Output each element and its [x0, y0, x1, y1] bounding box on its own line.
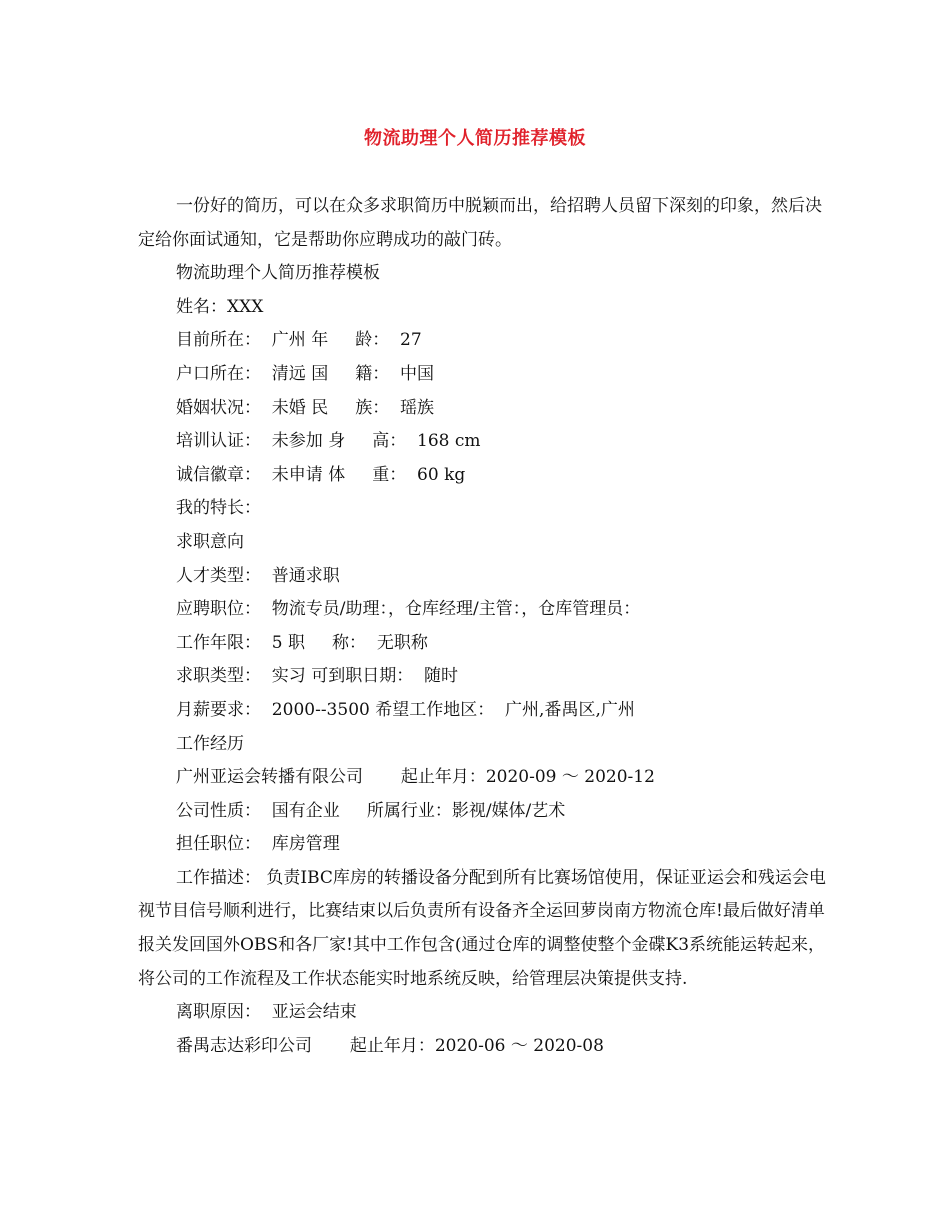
specialty-line: 我的特长：	[176, 498, 261, 519]
hukou-nationality-line: 户口所在： 清远 国 籍： 中国	[176, 363, 435, 384]
company-2-line: 番禺志达彩印公司 起止年月：2020-06 ～ 2020-08	[176, 1035, 604, 1056]
document-title: 物流助理个人简历推荐模板	[364, 128, 586, 149]
applied-position-line: 应聘职位： 物流专员/助理：，仓库经理/主管：，仓库管理员：	[176, 599, 641, 620]
name-line: 姓名：XXX	[176, 296, 264, 317]
work-experience-heading: 工作经历	[176, 733, 244, 754]
training-height-line: 培训认证： 未参加 身 高： 168 cm	[176, 431, 481, 452]
location-age-line: 目前所在： 广州 年 龄： 27	[176, 330, 422, 351]
salary-region-line: 月薪要求： 2000--3500 希望工作地区： 广州,番禺区,广州	[176, 699, 635, 720]
document-body	[138, 190, 828, 1063]
job-intention-heading: 求职意向	[176, 531, 244, 552]
badge-weight-line: 诚信徽章： 未申请 体 重： 60 kg	[176, 464, 466, 485]
work-description-paragraph: 工作描述： 负责IBC库房的转播设备分配到所有比赛场馆使用，保证亚运会和残运会电视节目信号顺利进行，比赛结束以后负责所有设备齐全运回萝岗南方物流仓库!最后做好清单报关发回国外OBS和各厂家!其中工作包含(通过仓库的调整使整个金碟K3系统能运转起来，将公司的工作流程及工作状态能实时地系统反映，给管理层决策提供支持.	[138, 867, 826, 989]
years-title-line: 工作年限： 5 职 称： 无职称	[176, 632, 428, 653]
position-held-line: 担任职位： 库房管理	[176, 834, 340, 855]
marital-ethnicity-line: 婚姻状况： 未婚 民 族： 瑶族	[176, 397, 435, 418]
intro-paragraph: 一份好的简历，可以在众多求职简历中脱颖而出，给招聘人员留下深刻的印象，然后决定给你面试通知，它是帮助你应聘成功的敲门砖。	[138, 196, 822, 250]
resume-heading: 物流助理个人简历推荐模板	[176, 263, 380, 284]
talent-type-line: 人才类型： 普通求职	[176, 565, 340, 586]
leave-reason-line: 离职原因： 亚运会结束	[176, 1002, 357, 1023]
company-nature-line: 公司性质： 国有企业 所属行业：影视/媒体/艺术	[176, 800, 566, 821]
company-1-line: 广州亚运会转播有限公司 起止年月：2020-09 ～ 2020-12	[176, 767, 655, 788]
job-type-line: 求职类型： 实习 可到职日期： 随时	[176, 666, 459, 687]
